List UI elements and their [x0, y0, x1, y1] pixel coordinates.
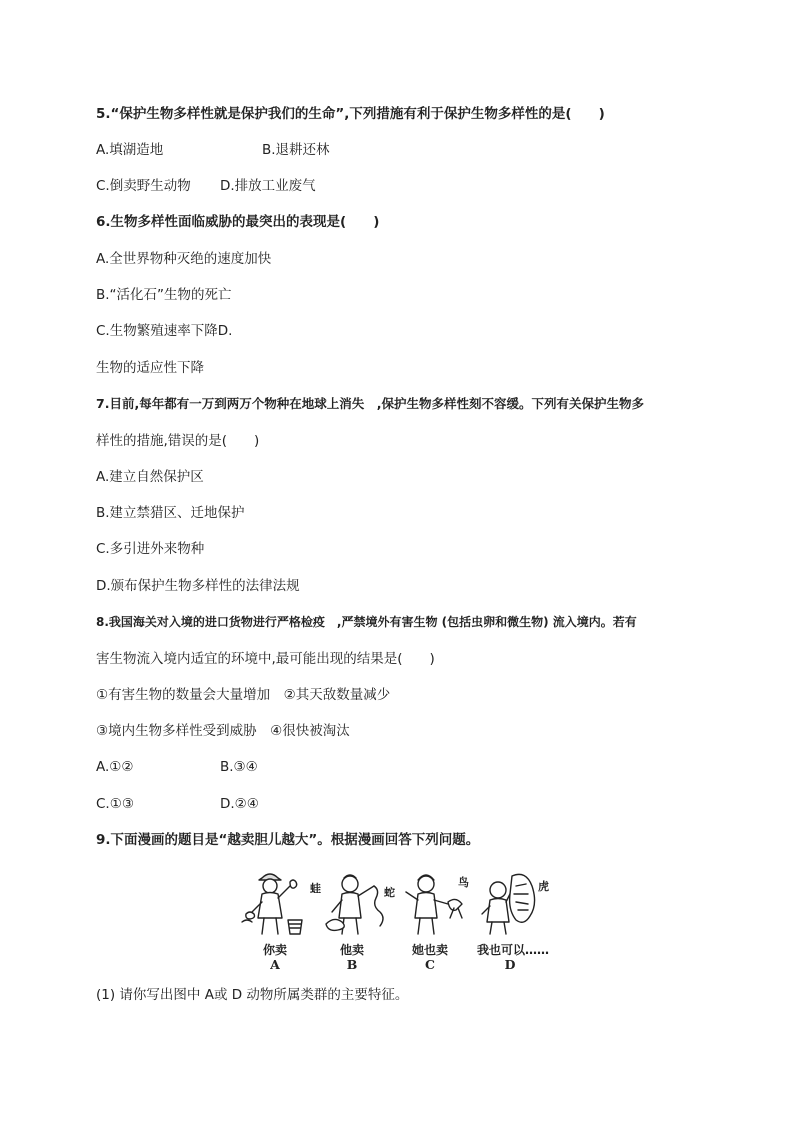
question-5-option-b: B.退耕还林	[262, 142, 330, 158]
comic-panel-c-letter: C	[425, 957, 435, 972]
comic-panel-c-figure	[406, 875, 462, 934]
question-8-statement-1: ①有害生物的数量会大量增加 ②其天敌数量减少	[96, 687, 391, 703]
comic-drawing	[240, 866, 560, 938]
question-9-stem: 9.下面漫画的题目是“越卖胆儿越大”。根据漫画回答下列问题。	[96, 832, 480, 848]
comic-panel-d-figure	[482, 874, 535, 934]
question-7-option-d: D.颁布保护生物多样性的法律法规	[96, 578, 300, 594]
comic-panel-c-caption: 她也卖	[411, 943, 448, 957]
comic-panel-b-letter: B	[346, 957, 358, 972]
comic-panel-b-animal-label: 蛇	[384, 886, 395, 899]
question-5-stem: 5.“保护生物多样性就是保护我们的生命”,下列措施有利于保护生物多样性的是( )	[96, 106, 605, 122]
question-6-option-b: B.“活化石”生物的死亡	[96, 287, 232, 303]
question-6-option-a: A.全世界物种灭绝的速度加快	[96, 251, 272, 267]
question-7-stem-line-1: 7.目前,每年都有一万到两万个物种在地球上消失 ,保护生物多样性刻不容缓。下列有关保护生物多	[96, 396, 644, 411]
question-8-option-d: D.②④	[220, 796, 259, 812]
comic-panel-d-letter: D	[504, 957, 516, 972]
question-6-option-d: 生物的适应性下降	[96, 360, 204, 376]
comic-panel-a-letter: A	[270, 957, 280, 972]
comic-panel-d-caption: 我也可以……	[476, 943, 549, 957]
question-7-stem-line-2: 样性的措施,错误的是( )	[96, 433, 260, 449]
question-9-subquestion-1: (1) 请你写出图中 A或 D 动物所属类群的主要特征。	[96, 987, 409, 1003]
comic-panel-d-animal-label: 虎	[538, 880, 549, 893]
comic-panel-a-caption: 你卖	[262, 943, 287, 957]
question-6-stem: 6.生物多样性面临威胁的最突出的表现是( )	[96, 214, 380, 230]
question-8-statement-2: ③境内生物多样性受到威胁 ④很快被淘汰	[96, 723, 350, 739]
question-7-option-b: B.建立禁猎区、迁地保护	[96, 505, 245, 521]
comic-panel-a-animal-label: 蛙	[310, 882, 321, 895]
question-8-stem-line-2: 害生物流入境内适宜的环境中,最可能出现的结果是( )	[96, 651, 435, 667]
question-8-option-a: A.①②	[96, 759, 134, 775]
question-8-stem-line-1: 8.我国海关对入境的进口货物进行严格检疫 ,严禁境外有害生物 (包括虫卵和微生物) 流入境内。若有	[96, 615, 637, 629]
question-8-option-b: B.③④	[220, 759, 258, 775]
question-5-option-d: D.排放工业废气	[220, 178, 316, 194]
question-7-option-c: C.多引进外来物种	[96, 541, 205, 557]
comic-panel-b-figure	[326, 875, 383, 934]
question-8-option-c: C.①③	[96, 796, 134, 812]
question-7-option-a: A.建立自然保护区	[96, 469, 204, 485]
question-5-option-c: C.倒卖野生动物	[96, 178, 191, 194]
question-5-option-a: A.填湖造地	[96, 142, 164, 158]
comic-illustration	[240, 866, 560, 976]
question-6-option-c: C.生物繁殖速率下降D.	[96, 323, 233, 339]
comic-panel-b-caption: 他卖	[339, 943, 364, 957]
comic-panel-a-figure	[242, 874, 302, 934]
comic-panel-c-animal-label: 鸟	[458, 876, 469, 889]
